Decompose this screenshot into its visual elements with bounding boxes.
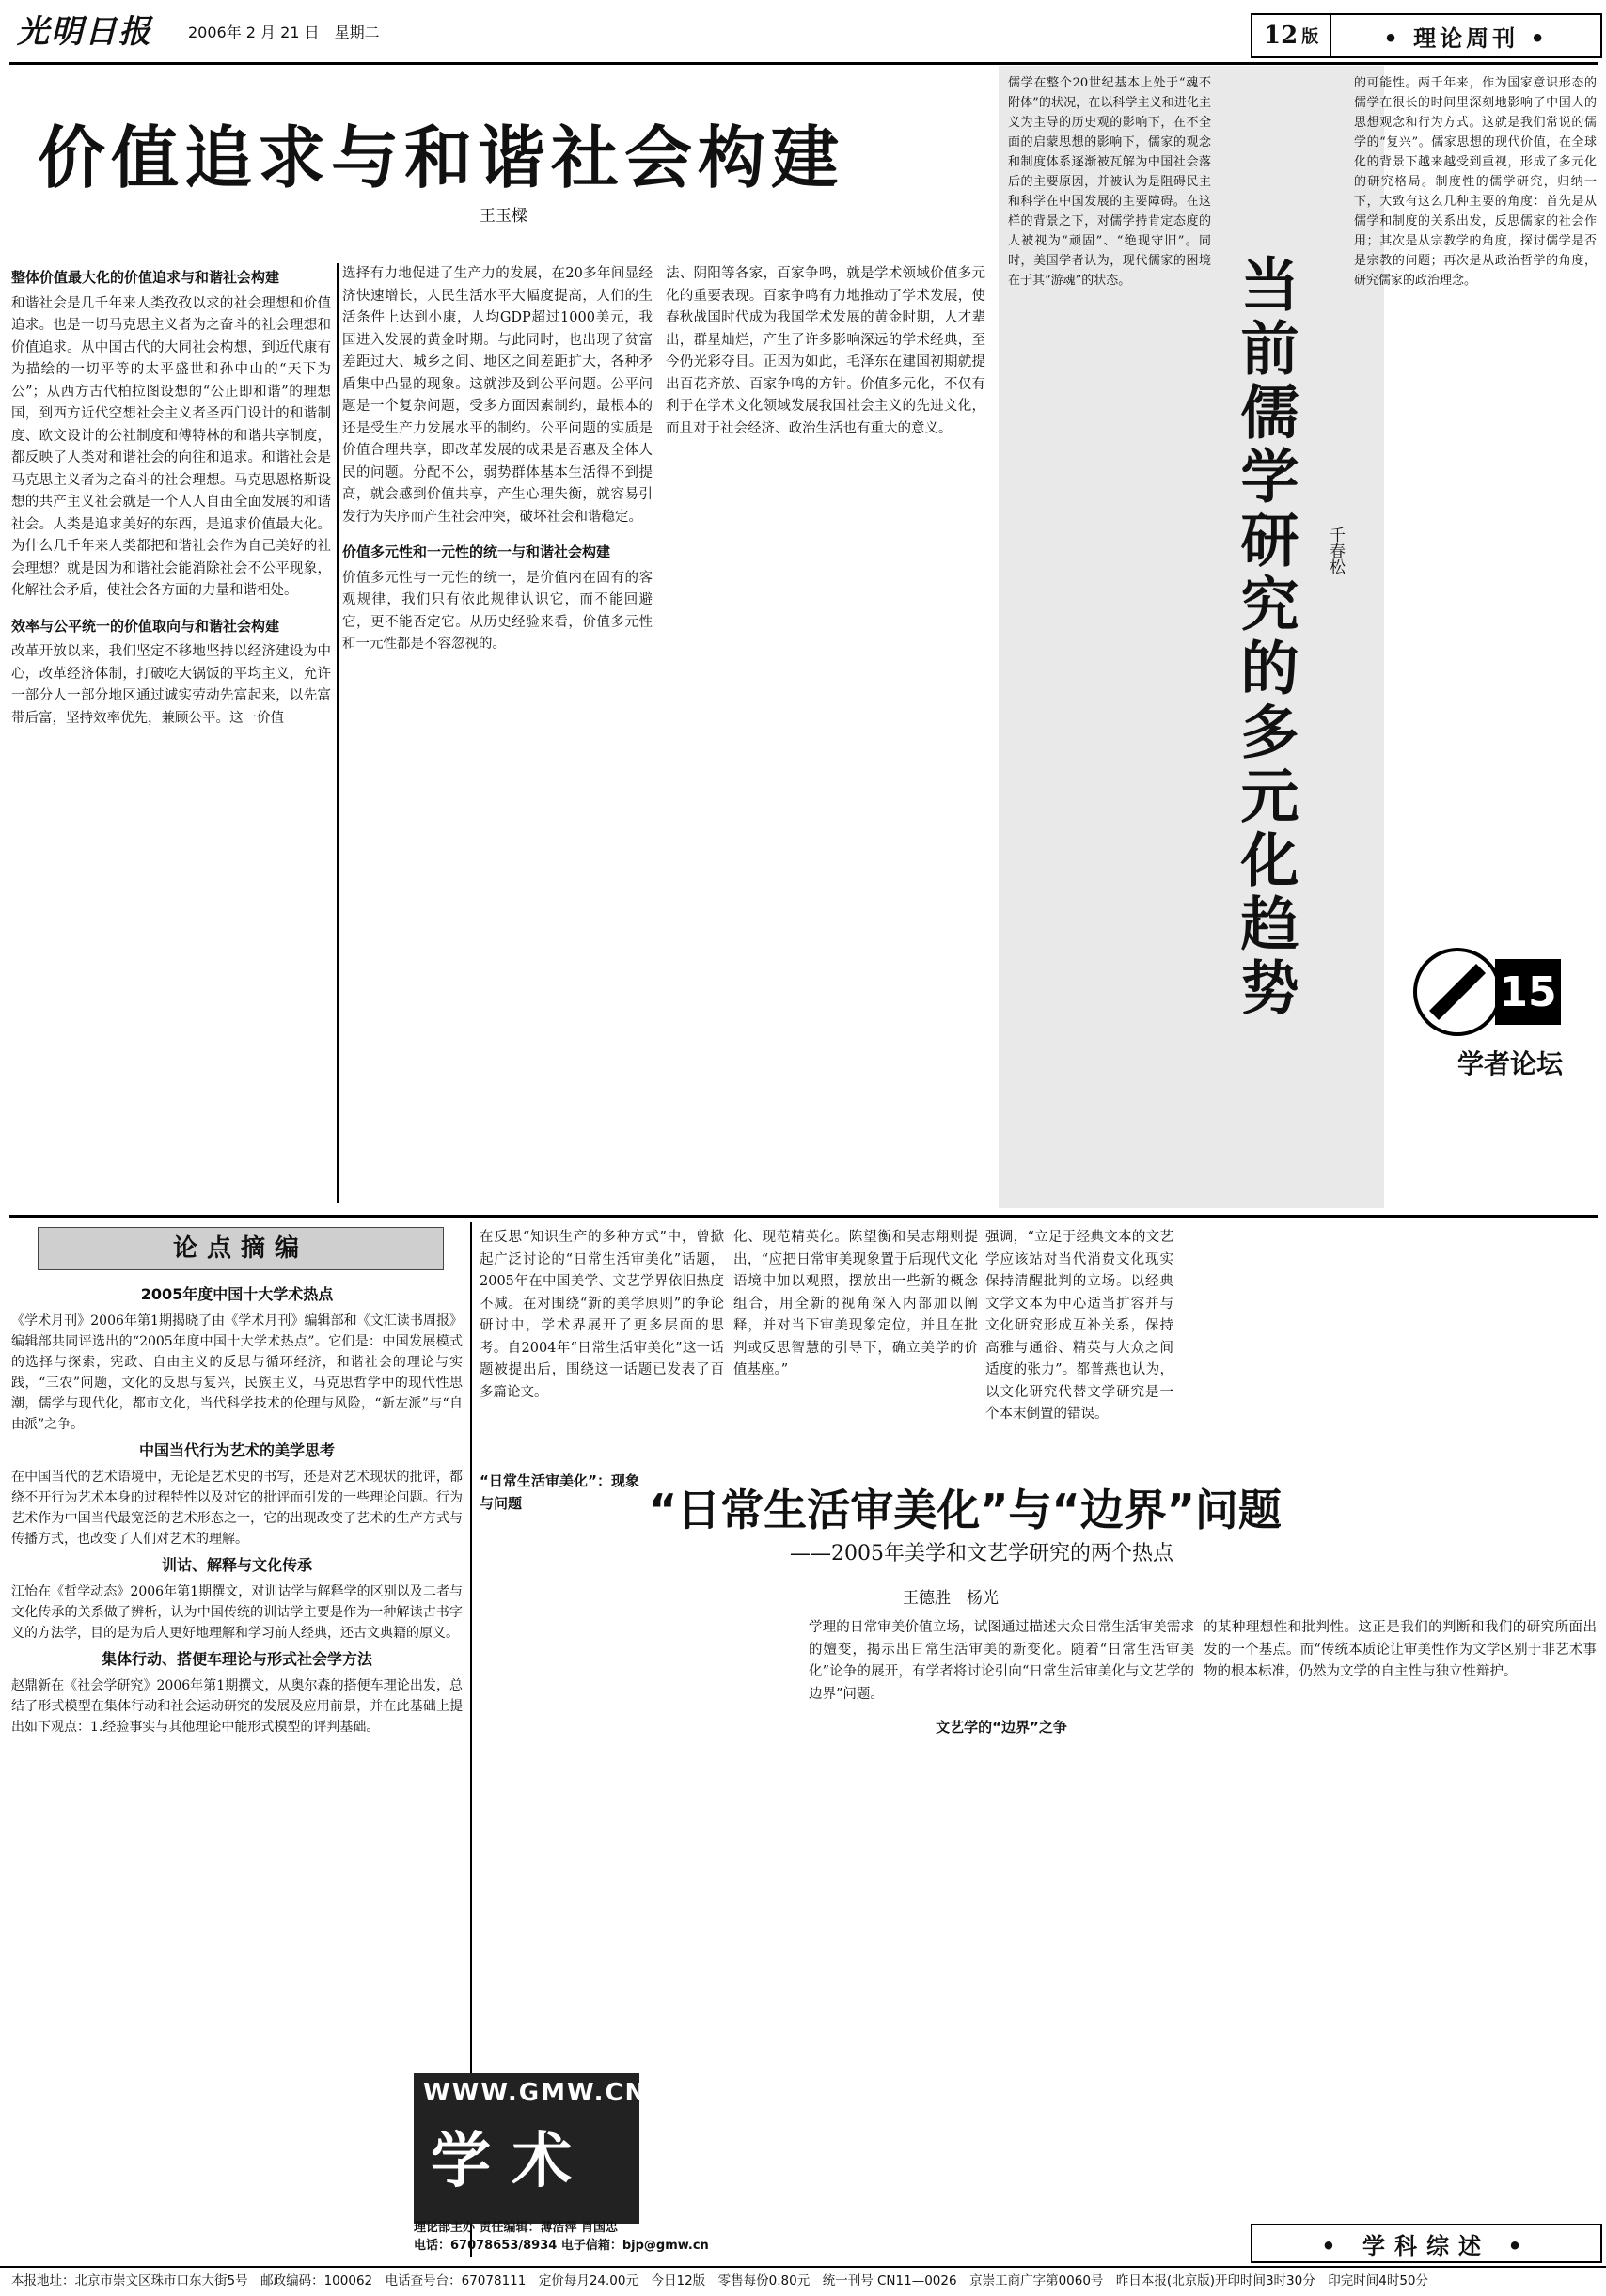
forum-label: 学者论坛 — [1457, 1048, 1564, 1079]
lead-column-1 — [11, 263, 331, 1203]
lead-text-1: 和谐社会是几千年来人类孜孜以求的社会理想和价值追求。也是一切马克思主义者为之奋斗的社会理想和价值追求。从中国古代的大同社会构想，到近代康有为描绘的一切平等的太平盛世和孙中山的“天下为公”；从西方古代柏拉图设想的“公正即和谐”的理想国，到西方近代空想社会主义者圣西门设计的和谐制度、欧文设计的公社制度和傅特林的和谐共享制度，都反映了人类对和谐社会的向往和追求。和谐社会是马克思主义者为之奋斗的社会理想。马克思恩格斯设想的共产主义社会就是一个人人自由全面发展的和谐社会。人类是追求美好的东西，是追求价值最大化。为什么几千年来人类都把和谐社会作为自己美好的社会理想？就是因为和谐社会能消除社会不公平现象，化解社会矛盾，使社会各方面的力量和谐相处。 — [11, 295, 331, 598]
digest-text-1: 《学术月刊》2006年第1期揭晓了由《学术月刊》编辑部和《文汇读书周报》编辑部共同评选出的“2005年度中国十大学术热点”。它们是：中国发展模式的选择与探索，宪政、自由主义的反思与循环经济，和谐社会的理论与实践，“三农”问题，文化的反思与复兴，民族主义，马克思哲学中的现代性思潮，儒学与现代化，都市文化，当代科学技术的伦理与风险，“新左派”与“自由派”之争。 — [11, 1313, 463, 1432]
side-column-2 — [1354, 73, 1597, 929]
column-divider — [337, 263, 339, 1203]
feature-title: “日常生活审美化”与“边界”问题 — [649, 1485, 1282, 1535]
gmw-logo-box — [414, 2073, 648, 2224]
feature-authors: 王德胜 杨光 — [903, 1589, 999, 1608]
gmw-label: 学 术 — [431, 2127, 573, 2196]
gmw-url: WWW.GMW.CN — [423, 2079, 648, 2107]
date-line: 2006年 2 月 21 日 星期二 — [188, 24, 380, 41]
editor-line-1: 理论部主办 责任编辑：薄洁萍 肖国忠 — [414, 2221, 619, 2235]
feature-column-1b — [480, 1467, 639, 2059]
feature-text-5: 的某种理想性和批判性。这正是我们的判断和我们的研究所面出发的一个基点。而“传统本质论让审美性作为文学区别于非艺术事物的根本标准，仍然为文学的自主性与独立性辩护。 — [1204, 1620, 1597, 1679]
feature-text-3: 学理的日常审美价值立场，试图通过描述大众日常生活审美需求的嬗变，揭示出日常生活审美的新变化。随着“日常生活审美化”论争的展开，有学者将讨论引向“日常生活审美化与文艺学的边界”问题。 — [809, 1620, 1194, 1702]
feature-subtitle: ——2005年美学和文艺学研究的两个热点 — [790, 1542, 1173, 1565]
section-divider — [9, 1215, 1598, 1218]
lead-text-2: 选择有力地促进了生产力的发展，在20多年间显经济快速增长，人民生活水平大幅度提高，人们的生活条件上达到小康，人均GDP超过1000美元，我国进入发展的黄金时期。与此同时，也出现了贫富差距过大、城乡之间、地区之间差距扩大，各种矛盾集中凸显的现象。这就涉及到公平问题。公平问题是一个复杂问题，受多方面因素制约，最根本的还是受生产力发展水平的制约。公平问题的实质是价值合理共享，即改革发展的成果是否惠及全体人民的问题。分配不公，弱势群体基本生活得不到提高，就会感到价值共享，产生心理失衡，就容易引发行为失序而产生社会冲突，破坏社会和谐稳定。 — [342, 266, 653, 525]
section-name: • 理论周刊 • — [1383, 24, 1549, 52]
lead-text-5: 价值多元性与一元性的统一，是价值内在固有的客观规律，我们只有依此规律认识它，而不能回避它，更不能否定它。从历史经验来看，价值多元性和一元性都是不容忽视的。 — [342, 570, 653, 652]
feature-subhead-1: “日常生活审美化”：现象与问题 — [480, 1472, 639, 1512]
digest-heading-1: 2005年度中国十大学术热点 — [140, 1285, 334, 1303]
newspaper-logo: 光明日报 — [17, 13, 152, 51]
svg-text:15: 15 — [1499, 968, 1557, 1016]
feature-column-4 — [809, 1617, 1194, 2219]
side-article-title: 当前儒学研究的多元化趋势 — [1231, 254, 1299, 1021]
digest-text-2: 在中国当代的艺术语境中，无论是艺术史的书写，还是对艺术现状的批评，都绕不开行为艺术本身的过程特性以及对它的批评而引发的一些理论问题。行为艺术作为中国当代最宽泛的艺术形态之一，它的出现改变了艺术的生产方式与传播方式，也改变了人们对艺术的理解。 — [11, 1470, 463, 1547]
subject-review-tag: • 学科综述 • — [1251, 2224, 1602, 2263]
lead-byline: 王玉樑 — [480, 207, 527, 226]
page-indicator — [1251, 13, 1602, 58]
masthead-rule — [9, 62, 1598, 65]
digest-heading-3: 训诂、解释与文化传承 — [161, 1556, 312, 1574]
digest-column — [11, 1279, 463, 2257]
lead-subhead-2: 价值多元性和一元性的统一与和谐社会构建 — [342, 543, 611, 560]
lead-column-3 — [666, 263, 985, 1203]
editor-info — [414, 2219, 733, 2255]
feature-column-2 — [733, 1227, 978, 1462]
feature-column-1 — [480, 1227, 724, 1462]
lead-subhead-3: 效率与公平统一的价值取向与和谐社会构建 — [11, 617, 280, 635]
lead-text-3: 法、阴阳等各家，百家争鸣，就是学术领域价值多元化的重要表现。百家争鸣有力地推动了学术发展，使春秋战国时代成为我国学术发展的黄金时期，人才辈出，群星灿烂，产生了许多影响深远的学术经典，至今仍光彩夺目。正因为如此，毛泽东在建国初期就提出百花齐放、百家争鸣的方针。价值多元化，不仅有利于在学术文化领域发展我国社会主义的先进文化，而且对于社会经济、政治生活也有重大的意义。 — [666, 266, 985, 436]
forum-logo — [1392, 940, 1589, 1081]
page-number: 12 版 — [1252, 15, 1331, 56]
feature-column-5 — [1204, 1617, 1597, 2210]
digest-title: 论点摘编 — [38, 1227, 444, 1270]
side-article-author: 千春松 — [1326, 527, 1345, 574]
feature-subhead-2: 文艺学的“边界”之争 — [936, 1719, 1067, 1736]
digest-heading-2: 中国当代行为艺术的美学思考 — [138, 1441, 335, 1459]
side-text-1: 儒学在整个20世纪基本上处于“魂不附体”的状况，在以科学主义和进化主义为主导的历史观的影响下，在不全面的启蒙思想的影响下，儒家的观念和制度体系逐渐被瓦解为中国社会落后的主要原因，并被认为是阻碍民主和科学在中国发展的主要障碍。在这样的背景之下，对儒学持肯定态度的人被视为“顽固”、“绝现守旧”。同时，美国学者认为，现代儒家的困境在于其“游魂”的状态。 — [1008, 76, 1211, 288]
editor-line-2: 电话：67078653/8934 电子信箱：bjp@gmw.cn — [414, 2239, 709, 2253]
lead-headline: 价值追求与和谐社会构建 — [38, 118, 845, 197]
page-footer: 本报地址：北京市崇文区珠市口东大街5号 邮政编码：100062 电话查号台：67078111 定价每月24.00元 今日12版 零售每份0.80元 统一刊号 CN11—0026 京崇工商广字第0060号 昨日本报(北京版)开印时间3时30分 印完时间4时50分 — [0, 2266, 1606, 2294]
masthead — [0, 0, 1606, 66]
side-column-1 — [1008, 73, 1211, 1202]
feature-text-4: 强调，“立足于经典文本的文艺学应该站对当代消费文化现实保持清醒批判的立场。以经典文学文本为中心适当扩容并与文化研究形成互补关系，保持高雅与通俗、精英与大众之间适度的张力”。都普燕也认为，以文化研究代替文学研究是一个本末倒置的错误。 — [985, 1230, 1173, 1422]
lead-text-4: 改革开放以来，我们坚定不移地坚持以经济建设为中心，改革经济体制，打破吃大锅饭的平均主义，允许一部分人一部分地区通过诚实劳动先富起来，以先富带后富，坚持效率优先，兼顾公平。这一价值 — [11, 644, 331, 726]
lead-subhead-1: 整体价值最大化的价值追求与和谐社会构建 — [11, 269, 280, 286]
side-text-2: 的可能性。两千年来，作为国家意识形态的儒学在很长的时间里深刻地影响了中国人的思想观念和行为方式。这就是我们常说的儒学的“复兴”。儒家思想的现代价值，在全球化的背景下越来越受到重视，形成了多元化的研究格局。制度性的儒学研究，归纳一下，大致有这么几种主要的角度：首先是从儒学和制度的关系出发，反思儒家的社会作用；其次是从宗教学的角度，探讨儒学是否是宗教的问题；再次是从政治哲学的角度，研究儒家的政治理念。 — [1354, 76, 1597, 288]
digest-heading-4: 集体行动、搭便车理论与形式社会学方法 — [101, 1650, 372, 1668]
feature-text-2: 化、现范精英化。陈望衡和吴志翔则提出，“应把日常审美现象置于后现代文化语境中加以观照，摆放出一些新的概念组合，用全新的视角深入内部加以阐释，并对当下审美现象定位，并且在批判或反思智慧的引导下，确立美学的价值基座。” — [733, 1230, 978, 1377]
digest-text-4: 赵鼎新在《社会学研究》2006年第1期撰文，从奥尔森的搭便车理论出发，总结了形式模型在集体行动和社会运动研究的发展及应用前景，并在此基础上提出如下观点：1.经验事实与其他理论中能形式模型的评判基础。 — [11, 1678, 463, 1735]
feature-text-1: 在反思“知识生产的多种方式”中，曾掀起广泛讨论的“日常生活审美化”话题，2005年在中国美学、文艺学界依旧热度不减。在对围绕“新的美学原则”的争论研讨中，学术界展开了更多层面的思考。自2004年“日常生活审美化”这一话题被提出后，围绕这一话题已发表了百多篇论文。 — [480, 1230, 724, 1400]
digest-text-3: 江怡在《哲学动态》2006年第1期撰文，对训诂学与解释学的区别以及二者与文化传承的关系做了辨析，认为中国传统的训诂学主要是作为一种解读古书字义的方法学，目的是为后人更好地理解和学习前人经典，还古文典籍的原义。 — [11, 1584, 463, 1641]
lead-column-2 — [342, 263, 653, 1203]
feature-column-3 — [985, 1227, 1173, 1462]
